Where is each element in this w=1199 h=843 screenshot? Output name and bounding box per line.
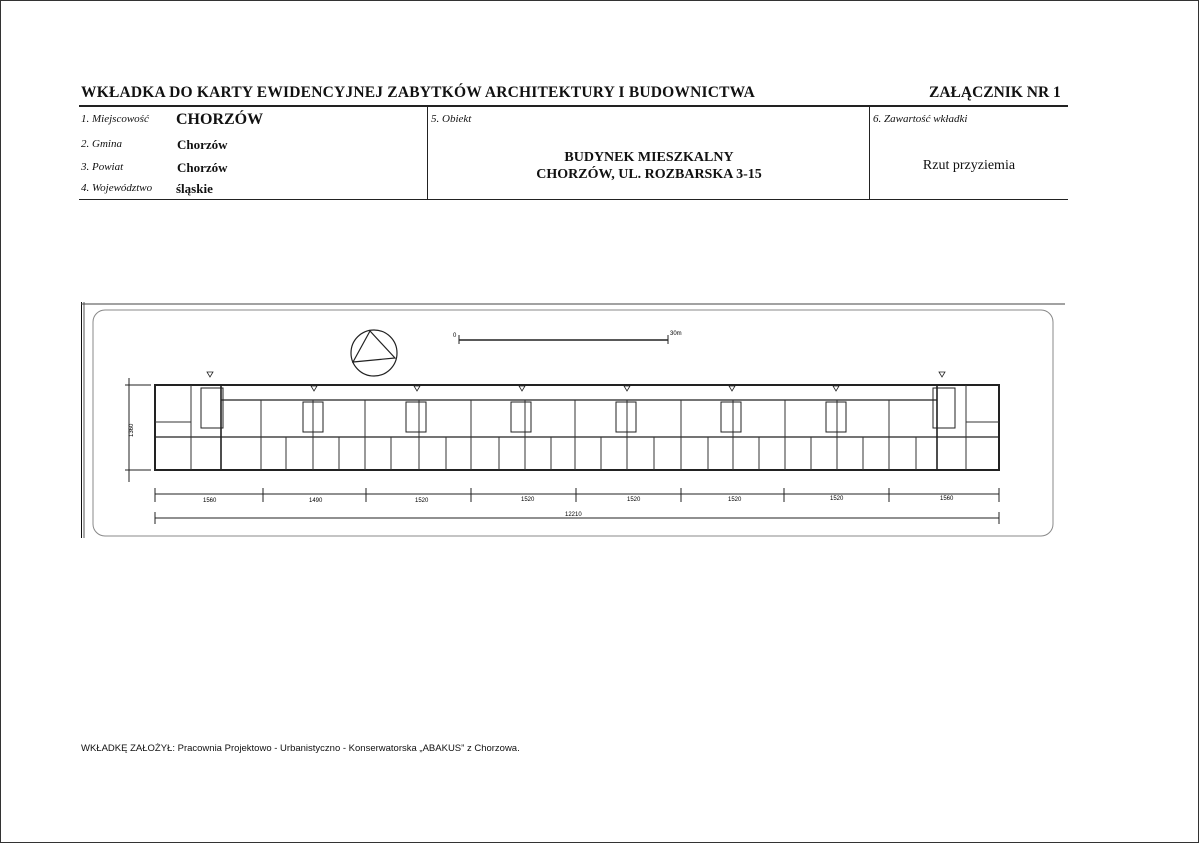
scale-bar xyxy=(453,331,682,344)
segment-dim-3: 1520 xyxy=(415,498,429,504)
entrance-markers xyxy=(207,372,945,391)
label-wojewodztwo: 4. Województwo xyxy=(81,182,153,194)
label-miejscowosc: 1. Miejscowość xyxy=(81,113,149,125)
room-partitions xyxy=(155,385,999,470)
segment-dim-2: 1490 xyxy=(309,498,323,504)
label-obiekt: 5. Obiekt xyxy=(431,113,472,125)
north-arrow-icon xyxy=(351,330,397,376)
value-zawartosc: Rzut przyziemia xyxy=(922,158,1016,173)
form-top-rule xyxy=(79,105,1068,107)
value-miejscowosc: CHORZÓW xyxy=(176,111,264,128)
segment-dim-6: 1520 xyxy=(728,497,742,503)
label-powiat: 3. Powiat xyxy=(81,161,124,173)
segment-dimension-line xyxy=(155,488,999,502)
floor-plan xyxy=(81,302,1065,538)
frame-rounded xyxy=(93,310,1053,536)
value-powiat: Chorzów xyxy=(177,160,228,175)
label-gmina: 2. Gmina xyxy=(81,138,122,150)
segment-dim-5: 1520 xyxy=(627,497,641,503)
label-zawartosc: 6. Zawartość wkładki xyxy=(873,113,968,125)
staircases xyxy=(201,388,955,432)
segment-dim-7: 1520 xyxy=(830,496,844,502)
annex-label: ZAŁĄCZNIK NR 1 xyxy=(929,84,1061,101)
segment-dim-4: 1520 xyxy=(521,497,535,503)
floor-plan-svg xyxy=(81,302,1065,538)
total-dimension-label: 12210 xyxy=(565,512,582,518)
height-dimension-label: 1360 xyxy=(129,423,135,437)
scale-start-label: 0 xyxy=(453,333,457,339)
form-bottom-rule xyxy=(79,199,1068,200)
object-line-2: CHORZÓW, UL. ROZBARSKA 3-15 xyxy=(536,167,762,182)
scale-end-label: 30m xyxy=(670,331,682,337)
value-gmina: Chorzów xyxy=(177,137,228,152)
footer-credit: WKŁADKĘ ZAŁOŻYŁ: Pracownia Projektowo - Urbanistyczno - Konserwatorska „ABAKUS” z Chorzowa. xyxy=(81,743,520,754)
building-outline xyxy=(155,385,999,470)
value-wojewodztwo: śląskie xyxy=(176,181,213,196)
object-line-1: BUDYNEK MIESZKALNY xyxy=(564,150,734,165)
document-title: WKŁADKA DO KARTY EWIDENCYJNEJ ZABYTKÓW ARCHITEKTURY I BUDOWNICTWA xyxy=(81,84,756,101)
segment-dim-1: 1560 xyxy=(203,498,217,504)
segment-dim-8: 1560 xyxy=(940,496,954,502)
